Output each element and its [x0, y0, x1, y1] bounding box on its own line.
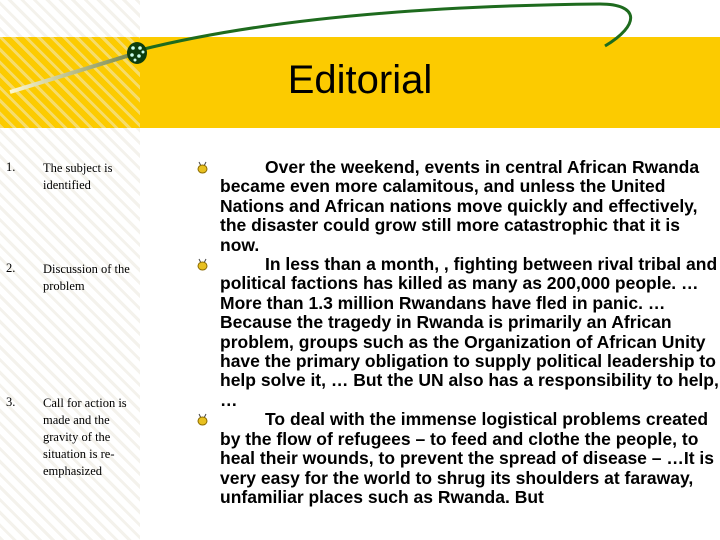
step-text: Discussion of the problem — [43, 262, 130, 293]
paragraph — [220, 158, 720, 255]
editorial-body — [220, 158, 720, 507]
page-title: Editorial — [287, 58, 433, 102]
paragraph-text: To deal with the immense logistical problems created by the flow of refugees – to feed and clothe the people, to heal their wounds, to prevent the spread of disease – …It is very easy for the world to shrug its shoulders at faraway, unfamiliar places such as Rwanda. But — [220, 409, 715, 507]
paragraph — [220, 255, 720, 410]
step-number: 1. — [6, 160, 16, 174]
bug-bullet-icon — [196, 258, 209, 271]
step-text: Call for action is made and the gravity of the situation is re-emphasized — [43, 396, 127, 478]
bug-bullet-icon — [196, 413, 209, 426]
paragraph-text: Over the weekend, events in central African Rwanda became even more calamitous, and unless the United Nations and African nations move quickly and effectively, the disaster could grow still more catastrophic that it is now. — [220, 157, 700, 255]
step-number: 3. — [6, 395, 16, 409]
step-number: 2. — [6, 261, 16, 275]
paragraph — [220, 410, 720, 507]
paragraph-text: In less than a month, , fighting between rival tribal and political factions has killed as many as 200,000 people. … More than 1.3 million Rwandans have fled in panic. … Because the tragedy in Rwanda is primarily an African problem, groups such as the Organization of African Unity have the primary obligation to supply political leadership to help solve it, … But the UN also has a responsibility to help, … — [220, 254, 719, 410]
step-text: The subject is identified — [43, 161, 113, 192]
bug-bullet-icon — [196, 161, 209, 174]
